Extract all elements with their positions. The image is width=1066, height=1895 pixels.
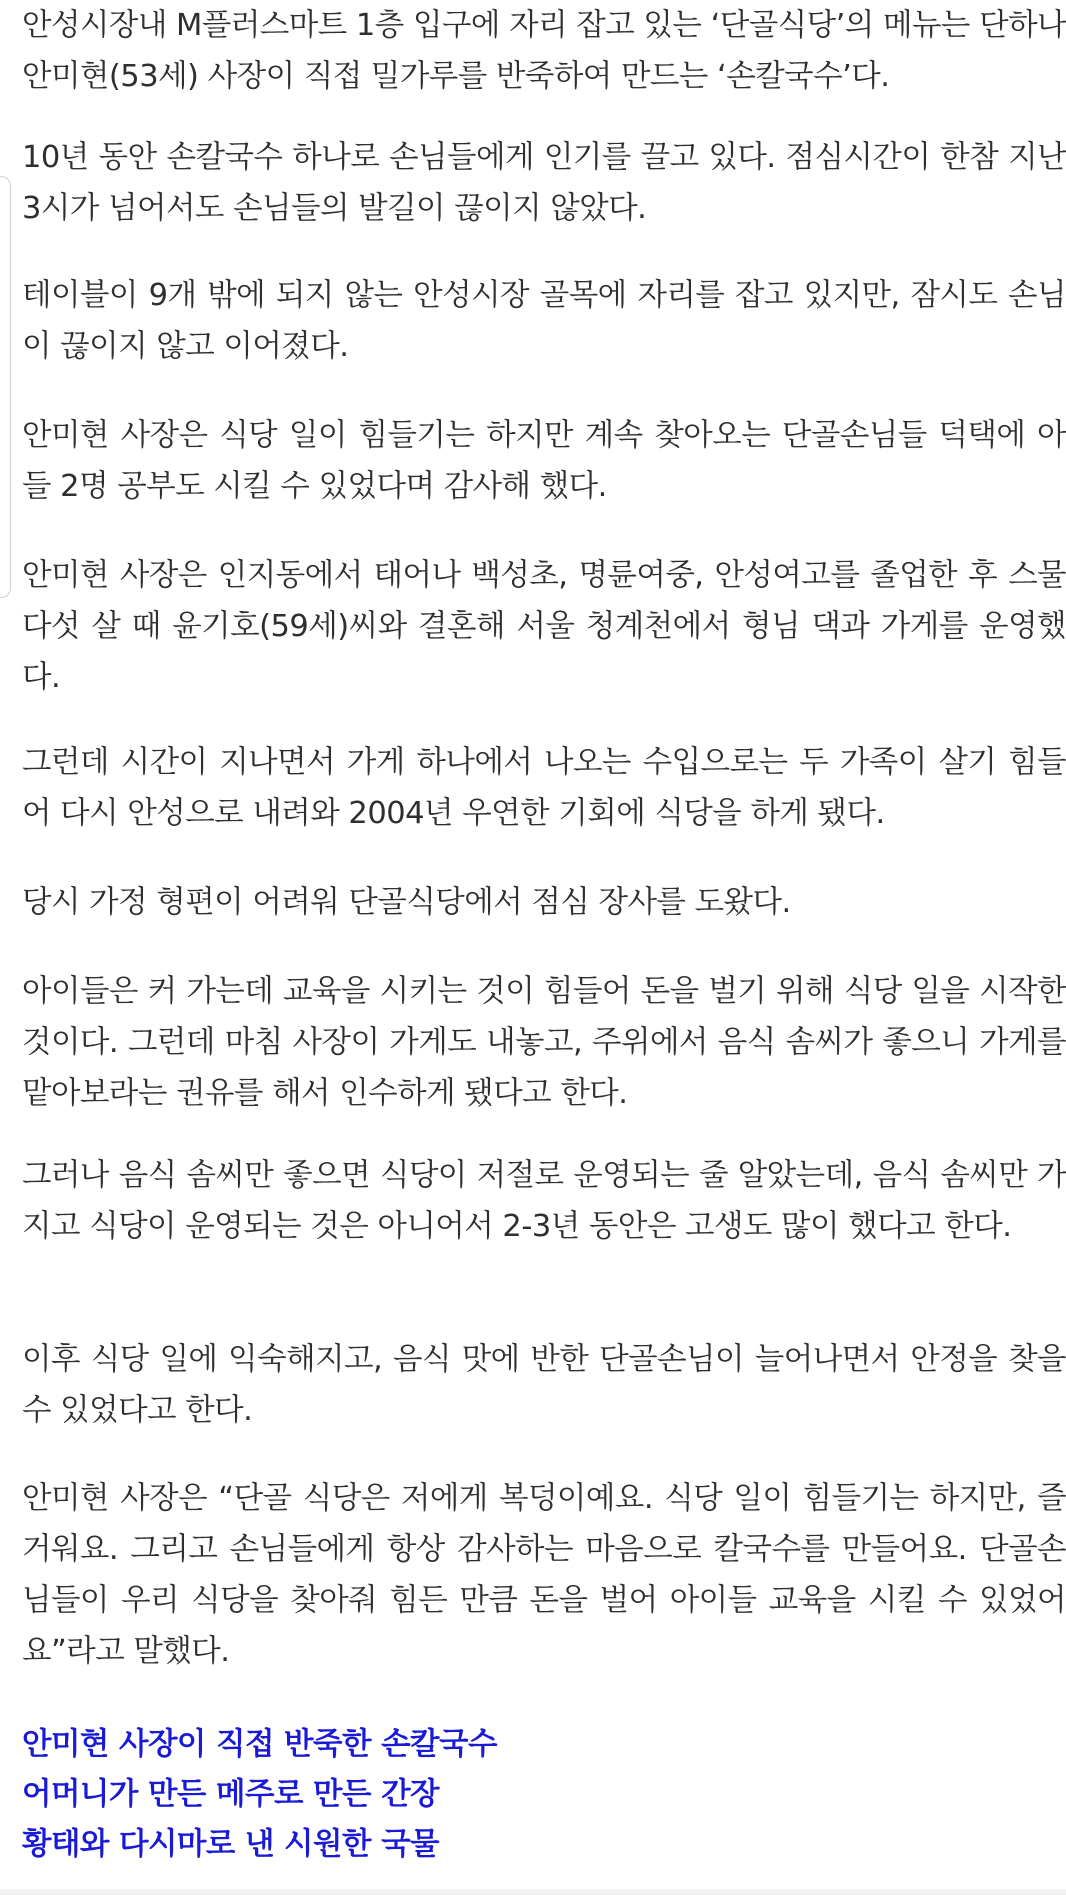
article-paragraph-5: 안미현 사장은 인지동에서 태어나 백성초, 명륜여중, 안성여고를 졸업한 후 스물다섯 살 때 윤기호(59세)씨와 결혼해 서울 청계천에서 형님 댁과 가게를 운영했다.	[22, 558, 1066, 695]
scroll-handle[interactable]	[0, 176, 11, 598]
bottom-divider	[0, 1889, 1066, 1895]
highlight-list	[22, 1720, 497, 1870]
article-paragraph-8: 아이들은 커 가는데 교육을 시키는 것이 힘들어 돈을 벌기 위해 식당 일을 시작한 것이다. 그런데 마침 사장이 가게도 내놓고, 주위에서 음식 솜씨가 좋으니 가게를 맡아보라는 권유를 해서 인수하게 됐다고 한다.	[22, 974, 1066, 1111]
highlight-item: 안미현 사장이 직접 반죽한 손칼국수	[22, 1727, 497, 1762]
article-paragraph-11: 안미현 사장은 “단골 식당은 저에게 복덩이예요. 식당 일이 힘들기는 하지만, 즐거워요. 그리고 손님들에게 항상 감사하는 마음으로 칼국수를 만들어요. 단골손님들이 우리 식당을 찾아줘 힘든 만큼 돈을 벌어 아이들 교육을 시킬 수 있었어요”라고 말했다.	[22, 1481, 1066, 1669]
article-paragraph-6: 그런데 시간이 지나면서 가게 하나에서 나오는 수입으로는 두 가족이 살기 힘들어 다시 안성으로 내려와 2004년 우연한 기회에 식당을 하게 됐다.	[22, 745, 1066, 831]
highlight-item: 황태와 다시마로 낸 시원한 국물	[22, 1827, 439, 1862]
article-paragraph-7: 당시 가정 형편이 어려워 단골식당에서 점심 장사를 도왔다.	[22, 885, 791, 920]
article-paragraph-1: 안성시장내 M플러스마트 1층 입구에 자리 잡고 있는 ‘단골식당’의 메뉴는 단하나 안미현(53세) 사장이 직접 밀가루를 반죽하여 만드는 ‘손칼국수’다.	[22, 8, 1066, 94]
article-paragraph-4: 안미현 사장은 식당 일이 힘들기는 하지만 계속 찾아오는 단골손님들 덕택에 아들 2명 공부도 시킬 수 있었다며 감사해 했다.	[22, 418, 1066, 504]
article-paragraph-3: 테이블이 9개 밖에 되지 않는 안성시장 골목에 자리를 잡고 있지만, 잠시도 손님이 끊이지 않고 이어졌다.	[22, 278, 1066, 364]
article-paragraph-9: 그러나 음식 솜씨만 좋으면 식당이 저절로 운영되는 줄 알았는데, 음식 솜씨만 가지고 식당이 운영되는 것은 아니어서 2-3년 동안은 고생도 많이 했다고 한다.	[22, 1158, 1066, 1244]
article-paragraph-2: 10년 동안 손칼국수 하나로 손님들에게 인기를 끌고 있다. 점심시간이 한참 지난 3시가 넘어서도 손님들의 발길이 끊이지 않았다.	[22, 140, 1066, 226]
article-paragraph-10: 이후 식당 일에 익숙해지고, 음식 맛에 반한 단골손님이 늘어나면서 안정을 찾을 수 있었다고 한다.	[22, 1342, 1066, 1428]
highlight-item: 어머니가 만든 메주로 만든 간장	[22, 1777, 439, 1812]
